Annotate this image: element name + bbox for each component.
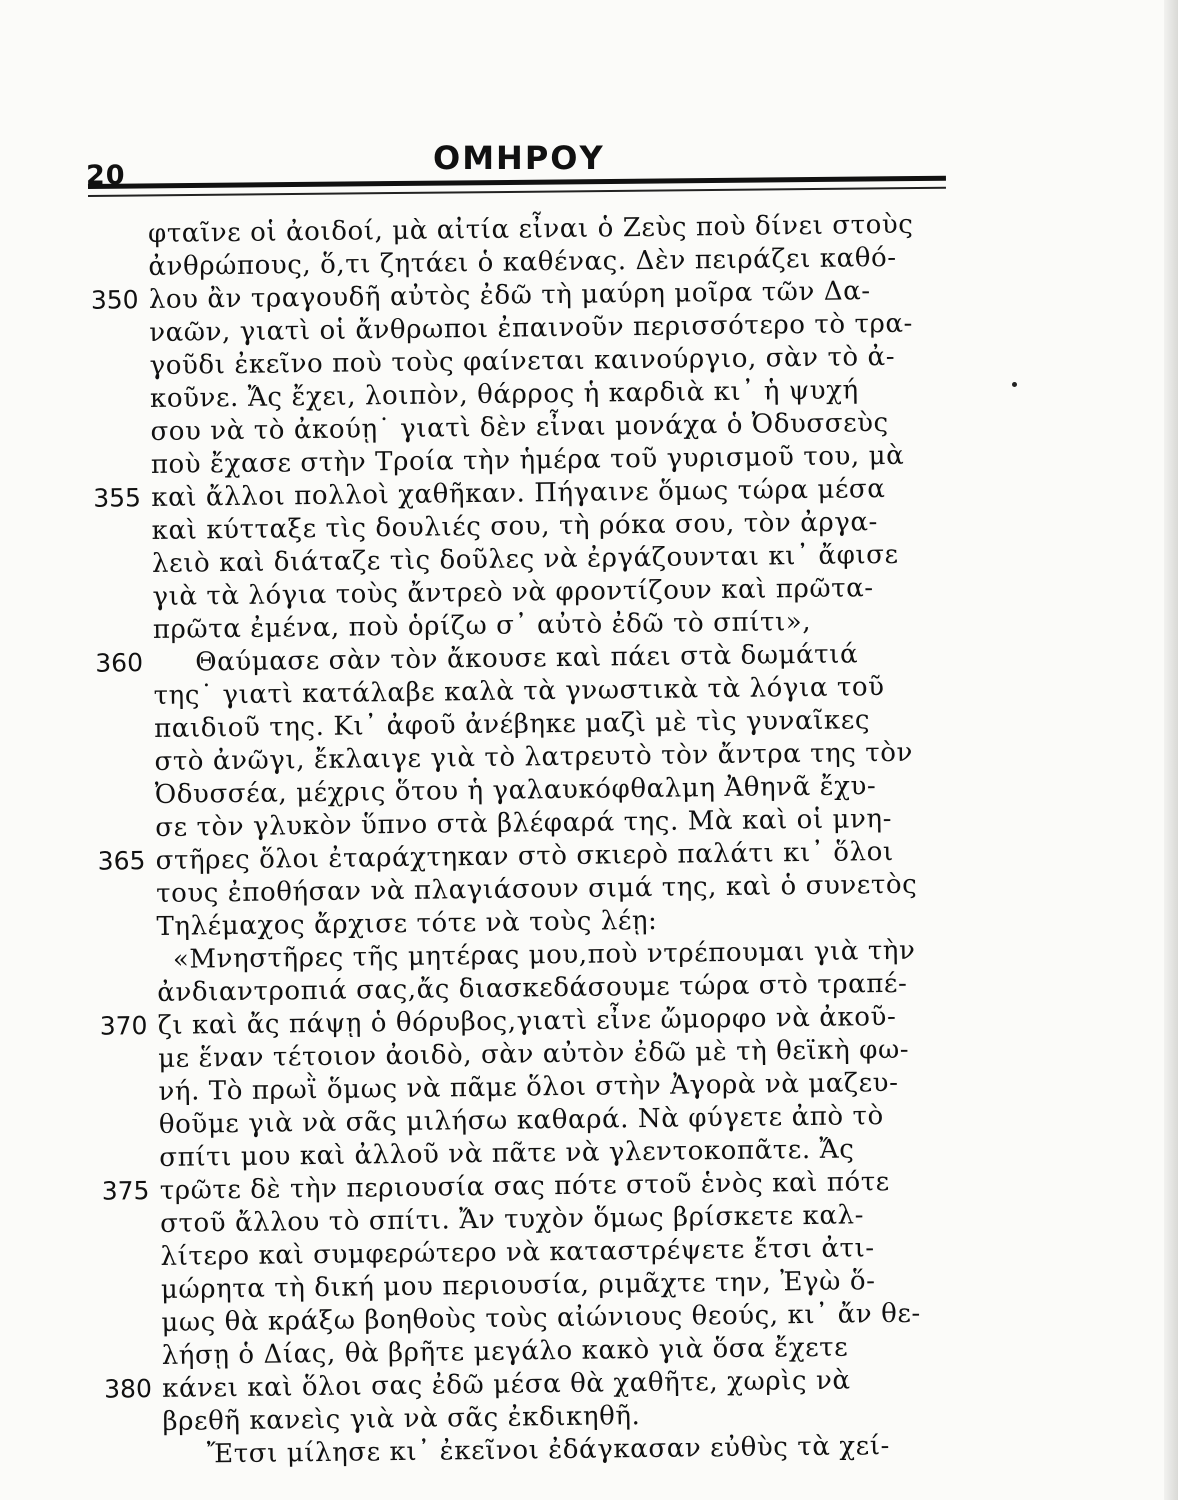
text-line: «Μνηστῆρες τῆς μητέρας μου,ποὺ ντρέπουμαι γιὰ τὴν	[172, 935, 916, 975]
text-line: Τηλέμαχος ἄρχισε τότε νὰ τοὺς λέῃ:	[156, 905, 658, 942]
text-line: κοῦνε. Ἄς ἔχει, λοιπὸν, θάρρος ἡ καρδιὰ κι᾽ ἡ ψυχή	[149, 375, 859, 415]
print-speck	[1012, 382, 1017, 387]
text-line: γιὰ τὰ λόγια τοὺς ἄντρεὸ νὰ φροντίζουν καὶ πρῶτα-	[152, 573, 874, 612]
line-number: 375	[101, 1176, 150, 1206]
line-number: 365	[97, 846, 146, 876]
text-line: Ὀδυσσέα, μέχρις ὅτου ἡ γαλαυκόφθαλμη Ἀθηνᾶ ἔχυ-	[154, 771, 877, 810]
line-number: 370	[99, 1011, 148, 1041]
text-line: στοῦ ἄλλου τὸ σπίτι. Ἄν τυχὸν ὅμως βρίσκετε καλ-	[159, 1200, 865, 1239]
text-line: θοῦμε γιὰ νὰ σᾶς μιλήσω καθαρά. Νὰ φύγετε ἀπὸ τὸ	[158, 1101, 884, 1140]
text-line: με ἕναν τέτοιον ἀοιδὸ, σὰν αὐτὸν ἐδῶ μὲ τὴ θεϊκὴ φω-	[157, 1034, 910, 1074]
text-line: στὸ ἀνῶγι, ἔκλαιγε γιὰ τὸ λατρευτὸ τὸν ἄντρα της τὸν	[154, 737, 914, 777]
text-line: Ἔτσι μίλησε κι᾽ ἐκεῖνοι ἐδάγκασαν εὐθὺς τὰ χεί-	[206, 1431, 891, 1470]
text-line: λίτερο καὶ συμφερώτερο νὰ καταστρέψετε ἔτσι ἀτι-	[160, 1233, 875, 1272]
text-line: τους ἐποθήσαν νὰ πλαγιάσουν σιμά της, καὶ ὁ συνετὸς	[155, 869, 918, 909]
page-number: 20	[86, 160, 126, 191]
text-line: μως θὰ κράξω βοηθοὺς τοὺς αἰώνιους θεούς, κι᾽ ἄν θε-	[161, 1298, 921, 1338]
text-line: λου ἂν τραγουδῆ αὐτὸς ἐδῶ τὴ μαύρη μοῖρα τῶν Δα-	[148, 276, 871, 316]
line-number: 350	[90, 285, 139, 315]
text-line: πρῶτα ἐμένα, ποὺ ὁρίζω σ᾽ αὐτὸ ἐδῶ τὸ σπίτι»,	[152, 606, 812, 645]
text-line: καὶ ἄλλοι πολλοὶ χαθῆκαν. Πήγαινε ὅμως τώρα μέσα	[151, 474, 886, 514]
running-title: ΟΜΗΡΟΥ	[433, 139, 605, 177]
text-line: της˙ γιατὶ κατάλαβε καλὰ τὰ γνωστικὰ τὰ λόγια τοῦ	[153, 672, 885, 711]
text-line: ποὺ ἔχασε στὴν Τροία τὴν ἡμέρα τοῦ γυρισμοῦ του, μὰ	[150, 440, 905, 481]
text-line: σπίτι μου καὶ ἀλλοῦ νὰ πᾶτε νὰ γλεντοκοπᾶτε. Ἄς	[159, 1134, 855, 1173]
text-line: Θαύμασε σὰν τὸν ἄκουσε καὶ πάει στὰ δωμάτιά	[195, 639, 859, 678]
text-line: ναῶν, γιατὶ οἱ ἄνθρωποι ἐπαινοῦν περισσότερο τὸ τρα-	[149, 308, 914, 349]
line-number: 360	[95, 648, 144, 678]
text-line: κάνει καὶ ὅλοι σας ἐδῶ μέσα θὰ χαθῆτε, χωρὶς νὰ	[161, 1365, 851, 1404]
text-line: φταῖνε οἱ ἀοιδοί, μὰ αἰτία εἶναι ὁ Ζεὺς ποὺ δίνει στοὺς	[147, 209, 914, 250]
text-line: παιδιοῦ της. Κι᾽ ἀφοῦ ἀνέβηκε μαζὶ μὲ τὶς γυναῖκες	[153, 705, 871, 744]
line-number: 380	[103, 1374, 153, 1404]
text-line: ἀνθρώπους, ὅ,τι ζητάει ὁ καθένας. Δὲν πειράζει καθό-	[148, 242, 897, 283]
text-line: ἀνδιαντροπιά σας,ἄς διασκεδάσουμε τώρα στὸ τραπέ-	[157, 968, 908, 1008]
line-number: 355	[93, 483, 142, 513]
text-line: γοῦδι ἐκεῖνο ποὺ τοὺς φαίνεται καινούργιο, σὰν τὸ ἀ-	[149, 341, 896, 382]
text-line: μώρητα τὴ δική μου περιουσία, ριμᾶχτε την, Ἐγὼ ὅ-	[160, 1266, 876, 1305]
text-line: λήσῃ ὁ Δίας, θὰ βρῆτε μεγάλο κακὸ γιὰ ὅσα ἔχετε	[161, 1332, 849, 1371]
text-line: νή. Τὸ πρωῒ ὅμως νὰ πᾶμε ὅλοι στὴν Ἀγορὰ νὰ μαζευ-	[158, 1067, 899, 1107]
text-line: σου νὰ τὸ ἀκούῃ˙ γιατὶ δὲν εἶναι μονάχα ὁ Ὀδυσσεὺς	[150, 407, 889, 448]
text-line: στῆρες ὅλοι ἐταράχτηκαν στὸ σκιερὸ παλάτι κι᾽ ὅλοι	[155, 836, 894, 876]
text-line: καὶ κύτταξε τὶς δουλιές σου, τὴ ρόκα σου, τὸν ἀργα-	[151, 507, 879, 547]
text-line: ζι καὶ ἄς πάψῃ ὁ θόρυβος,γιατὶ εἶνε ὤμορφο νὰ ἀκοῦ-	[157, 1001, 897, 1041]
text-line: σε τὸν γλυκὸν ὕπνο στὰ βλέφαρά της. Μὰ καὶ οἱ μνη-	[155, 803, 893, 843]
text-line: βρεθῆ κανεὶς γιὰ νὰ σᾶς ἐκδικηθῆ.	[162, 1401, 641, 1437]
text-line: τρῶτε δὲ τὴν περιουσία σας πότε στοῦ ἑνὸς καὶ πότε	[159, 1167, 890, 1206]
text-line: λειὸ καὶ διάταζε τὶς δοῦλες νὰ ἐργάζουνται κι᾽ ἄφισε	[151, 539, 899, 579]
